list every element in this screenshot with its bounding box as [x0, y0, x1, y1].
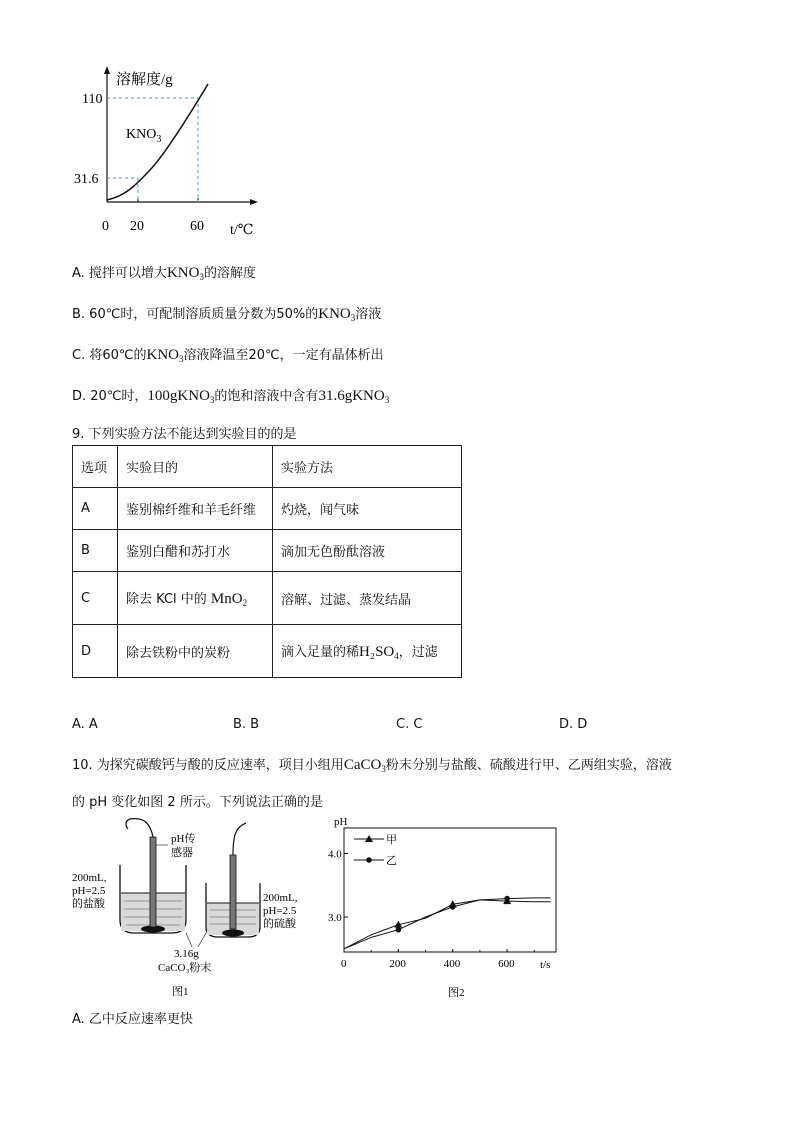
y-tick-110: 110: [82, 92, 103, 107]
right-solution-line3: 的硫酸: [263, 918, 296, 930]
y-axis-arrow: [104, 66, 110, 74]
y-tick-label: 4.0: [328, 848, 342, 861]
table-row: [73, 488, 462, 530]
figure-1-caption: 图1: [172, 986, 189, 998]
x-tick-label-60: 60: [190, 219, 204, 234]
row-option: B: [73, 530, 118, 572]
q8-option-c: C. 将60℃的$KNO_3$溶液降温至20℃，一定有晶体析出: [72, 347, 384, 364]
row-method: 滴加无色酚酞溶液: [273, 530, 462, 572]
q8-option-d: D. 20℃时，100gKNO$_3$的饱和溶液中含有31.6gKNO$_3$: [72, 388, 390, 405]
right-solution-line1: 200mL,: [263, 892, 298, 904]
x-axis-label: t/s: [540, 959, 551, 971]
figure-1-apparatus: [70, 815, 310, 1000]
row-goal: 除去 KCl 中的 MnO$_2$: [118, 572, 273, 625]
q9-answer-c: C. C: [396, 717, 423, 732]
row-method: 灼烧，闻气味: [273, 488, 462, 530]
header-option: 选项: [73, 446, 118, 488]
table-row: [73, 572, 462, 625]
q10-option-a: A. 乙中反应速率更快: [72, 1012, 193, 1027]
legend-label-yi: 乙: [386, 855, 397, 867]
row-option: A: [73, 488, 118, 530]
figure-2-caption: 图2: [448, 987, 465, 999]
q8-option-a: A. 搅拌可以增大$KNO_3$的溶解度: [72, 265, 256, 282]
q9-answer-a: A. A: [72, 717, 98, 732]
left-solution-line1: 200mL,: [72, 872, 107, 884]
y-tick-31: 31.6: [74, 172, 99, 187]
data-point-yi: [450, 904, 456, 910]
x-axis-arrow: [250, 199, 258, 205]
table-row: [73, 625, 462, 678]
powder-mass-label: 3.16g: [174, 948, 199, 960]
legend-label-jia: 甲: [386, 834, 397, 846]
q10-stem-line1: 10. 为探究碳酸钙与酸的反应速率，项目小组用CaCO$_3$粉末分别与盐酸、硫酸进行甲、乙两组实验，溶液: [72, 757, 672, 774]
powder-label: CaCO₃粉末: [158, 962, 212, 974]
figure-2-ph-chart: [328, 812, 568, 1002]
series-group: [344, 896, 551, 949]
table-header-row: [73, 446, 462, 488]
x-tick-label: 0: [341, 958, 347, 970]
q9-answer-b: B. B: [233, 717, 260, 732]
q9-stem: 9. 下列实验方法不能达到实验目的的是: [72, 427, 297, 442]
right-beaker: [206, 823, 260, 937]
right-solution-line2: pH=2.5: [263, 905, 297, 917]
q8-option-b: B. 60℃时，可配制溶质质量分数为50%的$KNO_3$溶液: [72, 306, 382, 323]
x-axis-label: t/℃: [230, 223, 254, 238]
sensor-label-2: 感器: [171, 847, 193, 859]
data-point-yi: [504, 896, 510, 902]
curve-label: $KNO_3$: [126, 127, 162, 145]
left-solution-line2: pH=2.5: [72, 885, 106, 897]
q10-stem-line2: 的 pH 变化如图 2 所示。下列说法正确的是: [72, 795, 323, 810]
header-method: 实验方法: [273, 446, 462, 488]
y-axis-label: 溶解度/g: [116, 72, 173, 88]
x-tick-label: 600: [498, 958, 515, 970]
row-option: D: [73, 625, 118, 678]
row-goal: 鉴别白醋和苏打水: [118, 530, 273, 572]
x-tick-0: 0: [102, 219, 109, 234]
legend: [354, 833, 397, 867]
x-tick-label: 400: [443, 958, 461, 970]
legend-circle-icon: [366, 857, 372, 863]
series-line-jia: [344, 900, 551, 949]
table-row: [73, 530, 462, 572]
row-goal: 除去铁粉中的炭粉: [118, 625, 273, 678]
sensor-label: pH传: [171, 833, 196, 845]
row-option: C: [73, 572, 118, 625]
row-goal: 鉴别棉纤维和羊毛纤维: [118, 488, 273, 530]
header-goal: 实验目的: [118, 446, 273, 488]
solubility-graph: [74, 62, 270, 240]
data-point-yi: [396, 927, 402, 933]
q9-table: [72, 445, 462, 678]
series-line-yi: [344, 898, 551, 949]
y-tick-label: 3.0: [328, 912, 342, 925]
y-axis-label: pH: [334, 816, 348, 828]
row-method: 溶解、过滤、蒸发结晶: [273, 572, 462, 625]
q9-answer-d: D. D: [559, 717, 588, 732]
row-method: 滴入足量的稀$H_2SO_4$，过滤: [273, 625, 462, 678]
x-tick-label-20: 20: [130, 219, 144, 234]
left-solution-line3: 的盐酸: [72, 898, 105, 910]
x-tick-label: 200: [389, 958, 406, 970]
